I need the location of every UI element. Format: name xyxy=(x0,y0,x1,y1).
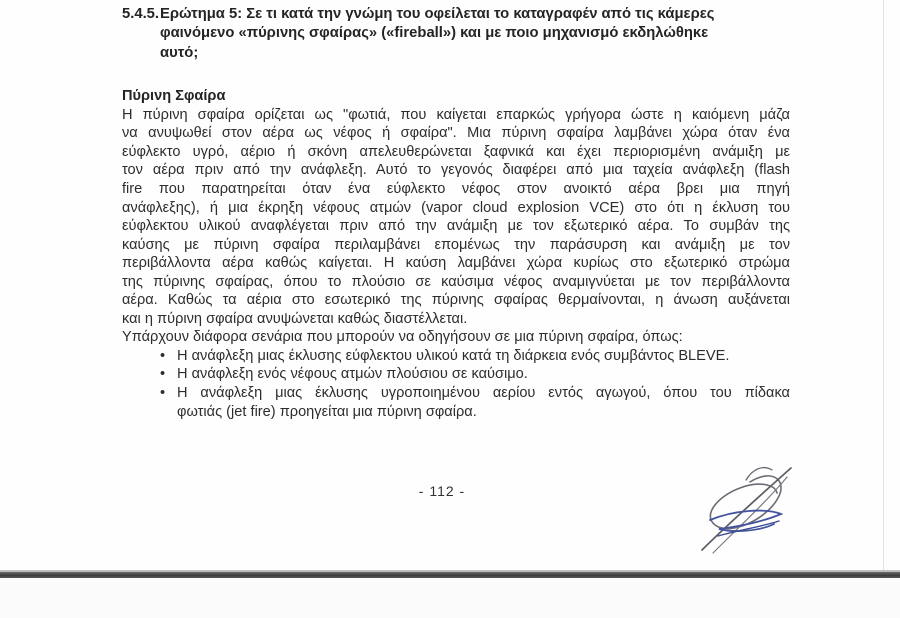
handwritten-signature xyxy=(688,462,820,562)
scenario-bullet-list xyxy=(122,347,790,421)
paragraph-line: τον αέρα πριν από την ανάφλεξη. Αυτό το γεγονός διαφέρει από μια ταχεία ανάφλεξη (flash xyxy=(122,162,790,179)
paragraph-line: να ανυψωθεί στον αέρα ως νέφος ή σφαίρα". Μια πύρινη σφαίρα λαμβάνει χώρα όταν ένα xyxy=(122,125,790,142)
bullet-icon: • xyxy=(160,366,166,383)
scan-background xyxy=(0,578,900,618)
page-number: - 112 - xyxy=(418,483,466,499)
paragraph-line: Η πύρινη σφαίρα ορίζεται ως "φωτιά, που καίγεται επαρκώς γρήγορα ώστε η καιόμενη μάζα xyxy=(122,106,790,123)
paragraph-line: καύσης με πύρινη σφαίρα περιλαμβάνει επομένως την παράσυρση και ανάμιξη με τον xyxy=(122,236,790,253)
question-line: φαινόμενο «πύρινης σφαίρας» («fireball») και με ποιο μηχανισμό εκδηλώθηκε xyxy=(160,25,709,42)
bullet-icon: • xyxy=(160,347,166,364)
list-item xyxy=(122,384,790,421)
section-paragraph xyxy=(122,106,790,347)
bullet-text: Η ανάφλεξη μιας έκλυσης εύφλεκτου υλικού κατά τη διάρκεια ενός συμβάντος BLEVE. xyxy=(177,347,730,364)
paragraph-line: εύφλεκτο υγρό, αέριο ή σκόνη απελευθερώνεται ξαφνικά και έχει περιορισμένη ανάμιξη με xyxy=(122,143,790,160)
page-edge-line xyxy=(883,0,884,572)
paragraph-line: περιβάλλοντα αέρα καθώς καίγεται. Η καύση λαμβάνει χώρα κυρίως στο εξωτερικό στρώμα xyxy=(122,255,790,272)
question-number: 5.4.5. xyxy=(122,6,160,22)
question-heading xyxy=(122,5,790,63)
paragraph-line: αέρα. Καθώς τα αέρια στο εσωτερικό της πύρινης σφαίρας θερμαίνονται, η άνωση αυξάνεται xyxy=(122,292,790,309)
paragraph-line: Υπάρχουν διάφορα σενάρια που μπορούν να οδηγήσουν σε μια πύρινη σφαίρα, όπως: xyxy=(122,329,683,346)
paragraph-line: fire που παρατηρείται όταν ένα εύφλεκτο νέφος στον ανοικτό αέρα βρει μια πηγή xyxy=(122,181,790,197)
list-item xyxy=(122,365,790,384)
question-line: αυτό; xyxy=(160,44,199,61)
question-line: Ερώτημα 5: Σε τι κατά την γνώμη του οφείλεται το καταγραφέν από τις κάμερες xyxy=(160,6,715,22)
list-item xyxy=(122,347,790,366)
bullet-text: Η ανάφλεξη ενός νέφους ατμών πλούσιου σε καύσιμο. xyxy=(177,366,528,383)
question-text xyxy=(160,5,790,63)
bullet-text: Η ανάφλεξη μιας έκλυσης υγροποιημένου αερίου εντός αγωγού, όπου του πίδακα xyxy=(177,385,790,402)
paragraph-line: και η πύρινη σφαίρα ανυψώνεται καθώς διαστέλλεται. xyxy=(122,310,468,327)
page-content xyxy=(122,5,790,421)
bullet-icon: • xyxy=(160,385,166,402)
paragraph-line: της πύρινης σφαίρας, όπου το πλούσιο σε καύσιμα νέφος αναμιγνύεται με τον περιβάλλοντα xyxy=(122,273,790,290)
bullet-text: φωτιάς (jet fire) προηγείται μια πύρινη σφαίρα. xyxy=(177,403,477,420)
paragraph-line: εύφλεκτου υλικού αναφλέγεται πριν από την ανάμιξη με τον εξωτερικό αέρα. Το συμβάν της xyxy=(122,218,790,235)
paragraph-line: ανάφλεξης), ή μια έκρηξη νέφους ατμών (vapor cloud explosion VCE) στο ότι η έκλυση του xyxy=(122,199,790,216)
section-heading: Πύρινη Σφαίρα xyxy=(122,88,226,105)
